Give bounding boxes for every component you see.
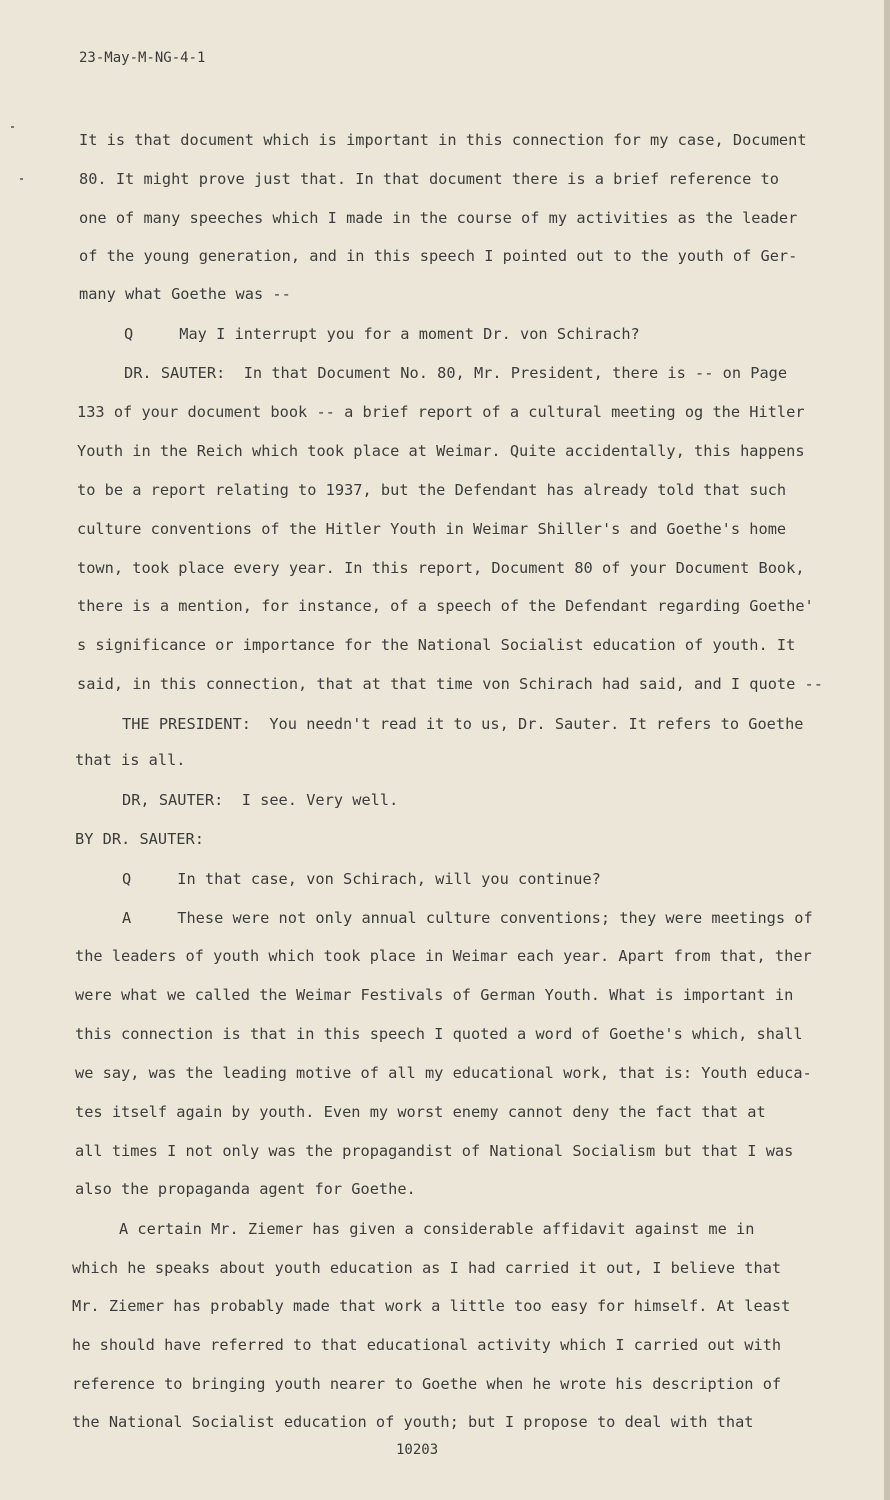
text-line: he should have referred to that educational activity which I carried out with xyxy=(72,1336,782,1354)
text-line: DR. SAUTER: In that Document No. 80, Mr. President, there is -- on Page xyxy=(124,364,788,382)
text-line: many what Goethe was -- xyxy=(79,285,291,303)
text-line: to be a report relating to 1937, but the Defendant has already told that such xyxy=(77,481,787,499)
page-number: 10203 xyxy=(396,1442,439,1458)
text-line: 133 of your document book -- a brief report of a cultural meeting og the Hitler xyxy=(77,403,805,421)
text-line: this connection is that in this speech I quoted a word of Goethe's which, shall xyxy=(75,1025,803,1043)
text-line: town, took place every year. In this report, Document 80 of your Document Book, xyxy=(77,559,805,577)
text-line: we say, was the leading motive of all my educational work, that is: Youth educa- xyxy=(75,1064,812,1082)
text-line: also the propaganda agent for Goethe. xyxy=(75,1180,416,1198)
text-line: which he speaks about youth education as I had carried it out, I believe that xyxy=(72,1259,782,1277)
text-line: THE PRESIDENT: You needn't read it to us, Dr. Sauter. It refers to Goethe xyxy=(122,715,804,733)
text-line: A These were not only annual culture conventions; they were meetings of xyxy=(122,909,813,927)
text-line: Q In that case, von Schirach, will you continue? xyxy=(122,870,601,888)
margin-mark xyxy=(20,178,23,180)
text-line: there is a mention, for instance, of a speech of the Defendant regarding Goethe' xyxy=(77,597,814,615)
text-line: were what we called the Weimar Festivals of German Youth. What is important in xyxy=(75,986,794,1004)
text-line: A certain Mr. Ziemer has given a considerable affidavit against me in xyxy=(119,1220,755,1238)
text-line: DR, SAUTER: I see. Very well. xyxy=(122,791,399,809)
margin-mark xyxy=(11,126,14,128)
text-line: Q May I interrupt you for a moment Dr. von Schirach? xyxy=(124,325,640,343)
text-line: Youth in the Reich which took place at Weimar. Quite accidentally, this happens xyxy=(77,442,805,460)
text-line: the leaders of youth which took place in Weimar each year. Apart from that, ther xyxy=(75,947,812,965)
text-line: of the young generation, and in this speech I pointed out to the youth of Ger- xyxy=(79,247,798,265)
text-line: Mr. Ziemer has probably made that work a little too easy for himself. At least xyxy=(72,1297,791,1315)
text-line: that is all. xyxy=(75,751,186,769)
text-line: one of many speeches which I made in the course of my activities as the leader xyxy=(79,209,798,227)
text-line: reference to bringing youth nearer to Goethe when he wrote his description of xyxy=(72,1375,782,1393)
document-header: 23-May-M-NG-4-1 xyxy=(79,50,206,66)
text-line: culture conventions of the Hitler Youth in Weimar Shiller's and Goethe's home xyxy=(77,520,787,538)
text-line: said, in this connection, that at that time von Schirach had said, and I quote -- xyxy=(77,675,823,693)
text-line: tes itself again by youth. Even my worst enemy cannot deny the fact that at xyxy=(75,1103,766,1121)
text-line: 80. It might prove just that. In that document there is a brief reference to xyxy=(79,170,779,188)
text-line: It is that document which is important in this connection for my case, Document xyxy=(79,131,807,149)
text-line: the National Socialist education of youth; but I propose to deal with that xyxy=(72,1413,754,1431)
text-line: all times I not only was the propagandist of National Socialism but that I was xyxy=(75,1142,794,1160)
text-line: s significance or importance for the National Socialist education of youth. It xyxy=(77,636,796,654)
text-line: BY DR. SAUTER: xyxy=(75,830,204,848)
